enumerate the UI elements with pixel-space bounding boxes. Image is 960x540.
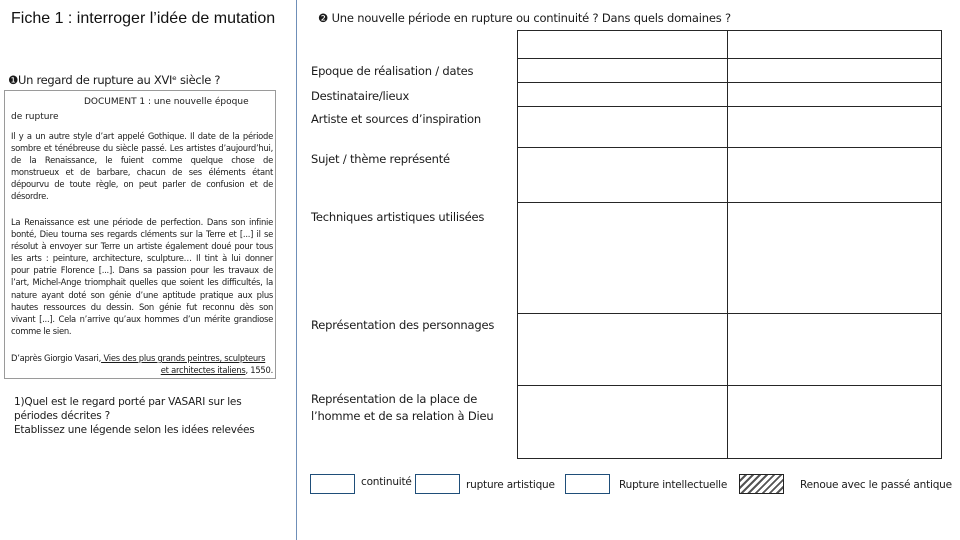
table-cell-sujet-col2[interactable] (727, 147, 942, 203)
document-paragraph-1: Il y a un autre style d’art appelé Gothique. Il date de la période sombre et ténébreuse du siècle passé. Les artistes d’aujourd’hui, de la Renaissance, le fuient comme quelque chose de monstrueux et de barbare, chacun de ses éléments étant dépourvu de toute règle, on peut parler de confusion et de désordre. (11, 131, 273, 202)
section1-marker-icon: ❶ (8, 73, 19, 87)
row-label-artiste: Artiste et sources d’inspiration (311, 112, 481, 126)
legend-swatch-renoue-antique[interactable] (739, 474, 784, 494)
question-1-instruction: Etablissez une légende selon les idées relevées (14, 424, 255, 436)
column-divider (296, 0, 297, 540)
legend-swatch-continuite[interactable] (310, 474, 355, 494)
question-1: 1)Quel est le regard porté par VASARI sur les périodes décrites ? (14, 396, 242, 422)
table-cell-header-col2 (727, 30, 942, 59)
source-year: , 1550. (245, 365, 273, 375)
table-cell-epoque-col1[interactable] (517, 58, 728, 83)
section2-marker-icon: ❷ (318, 11, 329, 25)
table-cell-epoque-col2[interactable] (727, 58, 942, 83)
row-label-personnages: Représentation des personnages (311, 318, 495, 332)
row-label-destinataire: Destinataire/lieux (311, 89, 410, 103)
table-cell-place-homme-col2[interactable] (727, 385, 942, 459)
document-paragraph-2: La Renaissance est une période de perfection. Dans son infinie bonté, Dieu tourna ses regards cléments sur la Terre et [...] il se résolut à envoyer sur Terre un artiste également doué pour tous les arts : peinture, architecture, sculpture… Il tint à lui donner pour patrie Florence [...]. Dans sa passion pour les travaux de l’art, Michel-Ange triomphait quelles que soient les difficultés, la nature ayant doté son génie d’une aptitude pratique aux plus hautes ressources du dessin. Son génie fut reconnu dès son vivant [...]. Cela n’arrive qu’aux hommes d’un mérite grandiose comme le sien. (11, 217, 273, 336)
section2-question (318, 11, 731, 25)
table-cell-place-homme-col1[interactable] (517, 385, 728, 459)
row-label-epoque: Epoque de réalisation / dates (311, 64, 474, 78)
table-cell-techniques-col1[interactable] (517, 202, 728, 314)
document-title-continued: de rupture (11, 112, 59, 122)
document-title: DOCUMENT 1 : une nouvelle époque (84, 97, 249, 107)
source-work-title: Vies des plus grands peintres, sculpteurs (101, 353, 266, 363)
legend-swatch-rupture-intellectuelle[interactable] (565, 474, 610, 494)
legend-label-rupture-intellectuelle: Rupture intellectuelle (619, 479, 728, 491)
table-cell-artiste-col2[interactable] (727, 106, 942, 148)
source-author: D’après Giorgio Vasari, (11, 353, 102, 363)
document-source (11, 353, 265, 363)
legend-label-continuite: continuité (361, 476, 412, 488)
document-source-continued (11, 365, 273, 375)
table-cell-personnages-col1[interactable] (517, 313, 728, 386)
row-label-sujet: Sujet / thème représenté (311, 152, 450, 166)
table-cell-header-col1 (517, 30, 728, 59)
table-cell-destinataire-col2[interactable] (727, 82, 942, 107)
page-title: Fiche 1 : interroger l’idée de mutation (11, 10, 276, 27)
table-cell-personnages-col2[interactable] (727, 313, 942, 386)
section1-title: Un regard de rupture au XVIᵉ siècle ? (18, 73, 221, 87)
table-cell-destinataire-col1[interactable] (517, 82, 728, 107)
table-cell-artiste-col1[interactable] (517, 106, 728, 148)
row-label-place-homme: Représentation de la place de l’homme et de sa relation à Dieu (311, 392, 494, 423)
table-cell-sujet-col1[interactable] (517, 147, 728, 203)
legend-label-rupture-artistique: rupture artistique (466, 479, 555, 491)
source-work-title-continued: et architectes italiens (160, 365, 246, 375)
table-cell-techniques-col2[interactable] (727, 202, 942, 314)
legend-label-renoue-antique: Renoue avec le passé antique (800, 479, 952, 491)
section2-question-text: Une nouvelle période en rupture ou continuité ? Dans quels domaines ? (331, 11, 731, 25)
section1-heading (8, 73, 220, 87)
row-label-techniques: Techniques artistiques utilisées (311, 210, 485, 224)
legend-swatch-rupture-artistique[interactable] (415, 474, 460, 494)
